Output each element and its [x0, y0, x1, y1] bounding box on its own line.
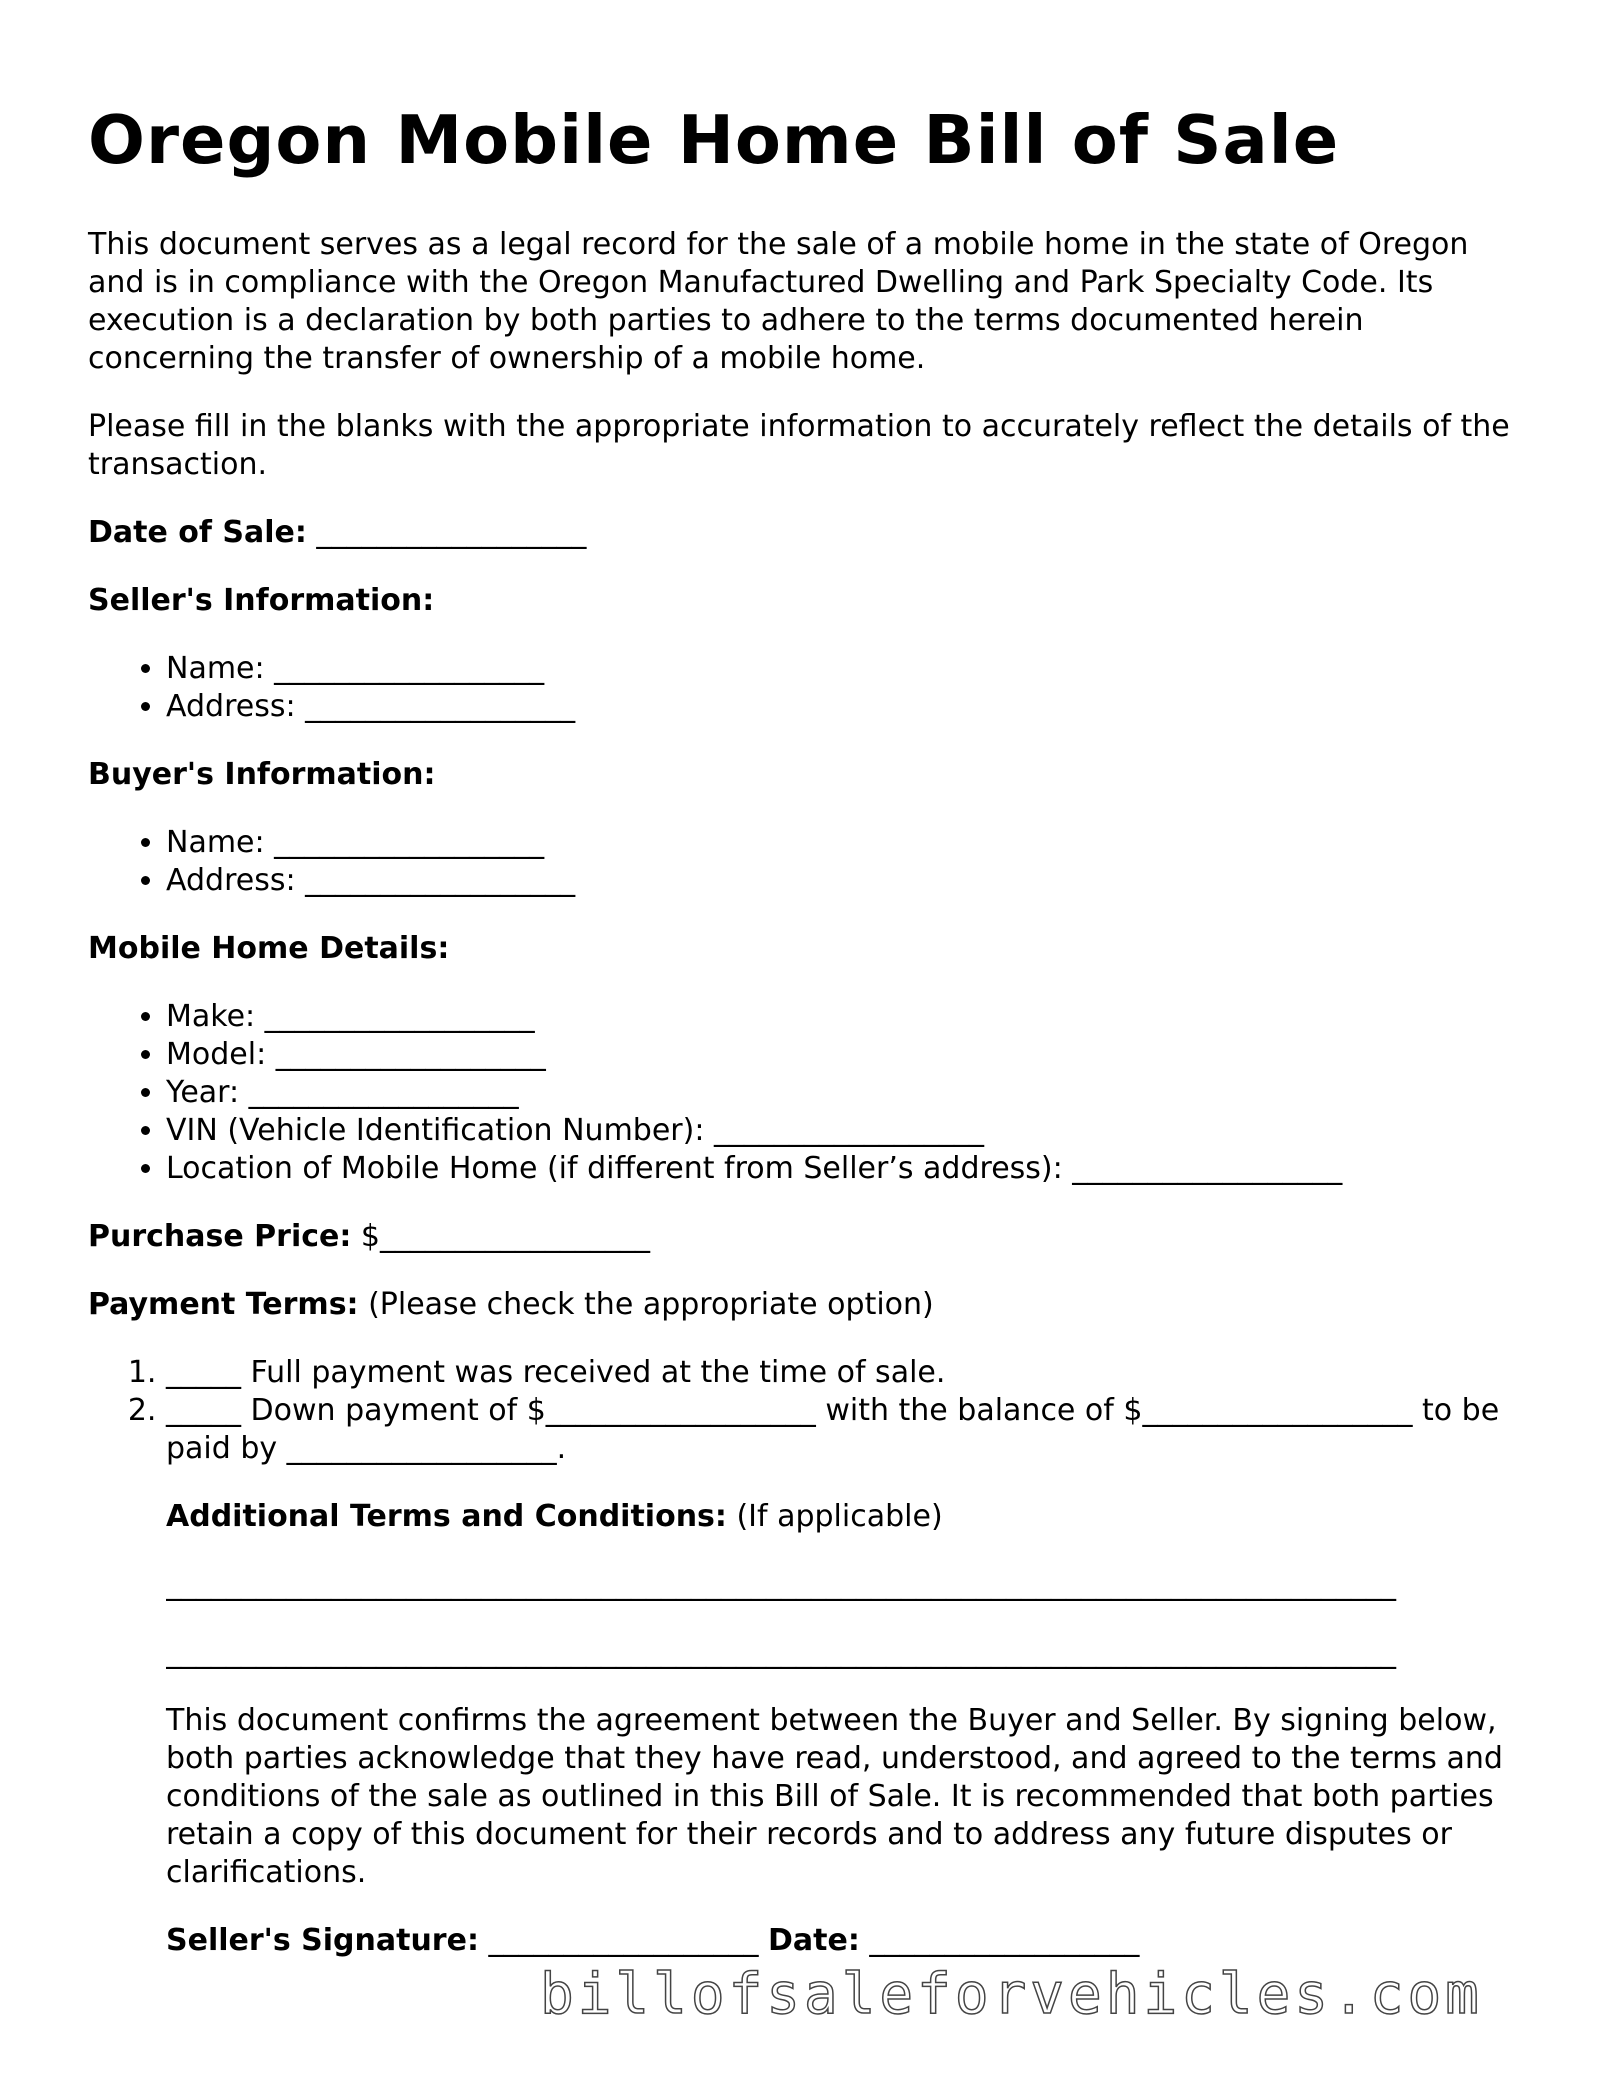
payment-terms-note: (Please check the appropriate option): [358, 1287, 934, 1323]
date-of-sale-line: [88, 514, 1528, 552]
watermark: billofsaleforvehicles.com: [540, 1962, 1483, 2027]
date-of-sale-label: Date of Sale:: [88, 515, 307, 551]
purchase-price-line: [88, 1218, 1528, 1256]
additional-terms-blank-2[interactable]: __________________________________________________________________________________: [166, 1635, 1396, 1671]
payment-options-list: [88, 1354, 1528, 1468]
buyer-list: [88, 824, 1528, 900]
make-field[interactable]: • Make: __________________: [166, 998, 1528, 1036]
vin-field[interactable]: • VIN (Vehicle Identification Number): __________________: [166, 1112, 1528, 1150]
seller-list: [88, 650, 1528, 726]
model-field[interactable]: • Model: __________________: [166, 1036, 1528, 1074]
additional-terms-label: Additional Terms and Conditions:: [166, 1499, 727, 1535]
buyer-name-field[interactable]: • Name: __________________: [166, 824, 1528, 862]
purchase-price-blank[interactable]: $__________________: [351, 1219, 650, 1255]
signature-date-blank[interactable]: __________________: [859, 1923, 1140, 1959]
seller-signature-label: Seller's Signature:: [166, 1923, 479, 1959]
buyer-address-field[interactable]: • Address: __________________: [166, 862, 1528, 900]
seller-signature-blank[interactable]: __________________: [478, 1923, 769, 1959]
year-field[interactable]: • Year: __________________: [166, 1074, 1528, 1112]
intro-paragraph-1: This document serves as a legal record for the sale of a mobile home in the state of Oregon and is in compliance with the Oregon Manufactured Dwelling and Park Specialty Code. Its execution is a declaration by both parties to adhere to the terms documented herein concerning the transfer of ownership of a mobile home.: [88, 227, 1469, 377]
buyer-heading: Buyer's Information:: [88, 757, 436, 793]
seller-heading: Seller's Information:: [88, 583, 435, 619]
seller-signature-line: [166, 1922, 1528, 1960]
intro-paragraph-2: Please fill in the blanks with the appropriate information to accurately reflect the details of the transaction.: [88, 409, 1510, 483]
mobile-home-list: [88, 998, 1528, 1188]
payment-terms-line: [88, 1286, 1528, 1324]
page-title: Oregon Mobile Home Bill of Sale: [88, 101, 1340, 179]
agreement-paragraph: This document confirms the agreement between the Buyer and Seller. By signing below, both parties acknowledge that they have read, understood, and agreed to the terms and conditions of the sale as outlined in this Bill of Sale. It is recommended that both parties retain a copy of this document for their records and to address any future disputes or clarifications.: [166, 1703, 1503, 1891]
seller-name-field[interactable]: • Name: __________________: [166, 650, 1528, 688]
location-field[interactable]: • Location of Mobile Home (if different from Seller’s address): __________________: [166, 1150, 1528, 1188]
purchase-price-label: Purchase Price:: [88, 1219, 352, 1255]
mobile-home-heading: Mobile Home Details:: [88, 931, 450, 967]
date-of-sale-blank[interactable]: __________________: [306, 515, 587, 551]
payment-option-down[interactable]: 2. _____ Down payment of $__________________ with the balance of $__________________ to be paid by __________________.: [166, 1392, 1528, 1468]
additional-terms-line: [166, 1498, 1528, 1536]
additional-terms-blank-1[interactable]: __________________________________________________________________________________: [166, 1567, 1396, 1603]
payment-option-full[interactable]: 1. _____ Full payment was received at the time of sale.: [166, 1354, 1528, 1392]
additional-terms-note: (If applicable): [726, 1499, 943, 1535]
signature-date-label: Date:: [768, 1923, 860, 1959]
document-page: [88, 100, 1528, 1990]
seller-address-field[interactable]: • Address: __________________: [166, 688, 1528, 726]
payment-terms-label: Payment Terms:: [88, 1287, 359, 1323]
